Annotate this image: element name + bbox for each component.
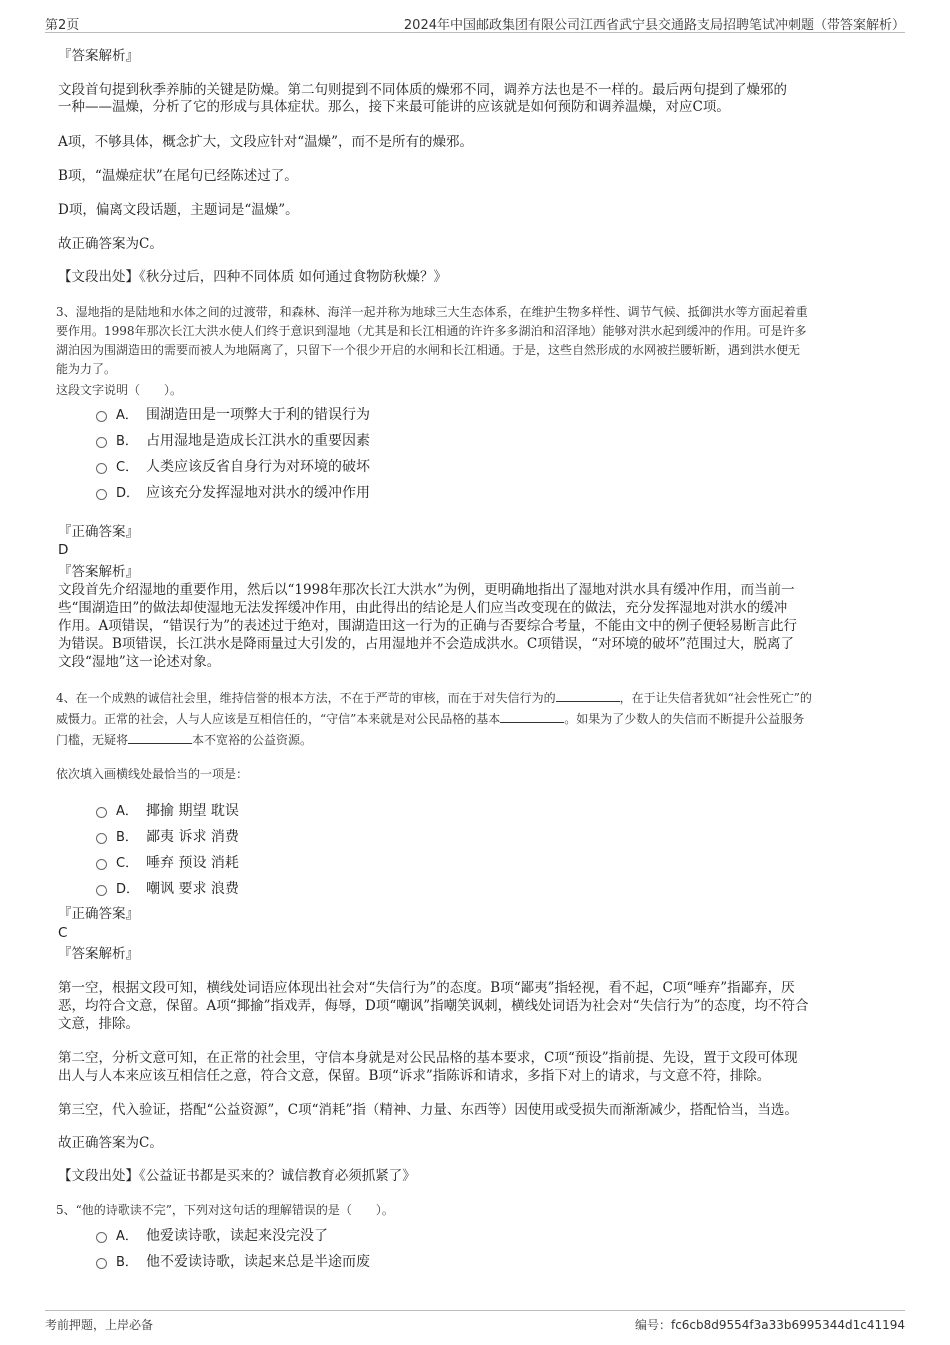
q4-answer: C	[58, 925, 68, 941]
q3-analysis-line: 文段“湿地”这一论述对象。	[58, 654, 221, 670]
q5-option-b[interactable]: B． 他不爱读诗歌，读起来总是半途而废	[96, 1251, 370, 1271]
q2-analysis-line: 文段首句提到秋季养肺的关键是防燥。第二句则提到不同体质的燥邪不同，调养方法也是不一样的。最后两句提到了燥邪的	[58, 82, 787, 98]
q4-option-d[interactable]: D． 嘲讽 要求 浪费	[96, 878, 239, 898]
q5-option-a[interactable]: A． 他爱读诗歌，读起来没完没了	[96, 1225, 328, 1245]
q3-option-c[interactable]: C． 人类应该反省自身行为对环境的破坏	[96, 456, 370, 476]
fill-blank	[500, 711, 564, 723]
q3-analysis-line: 些“围湖造田”的做法却使湿地无法发挥缓冲作用，由此得出的结论是人们应当改变现在的做法，充分发挥湿地对洪水的缓冲	[58, 600, 788, 616]
page-number: 第2页	[45, 18, 80, 33]
q3-analysis-line: 文段首先介绍湿地的重要作用，然后以“1998年那次长江大洪水”为例，更明确地指出了湿地对洪水具有缓冲作用，而当前一	[58, 582, 795, 598]
q3-stem-line: 3、湿地指的是陆地和水体之间的过渡带，和森林、海洋一起并称为地球三大生态体系，在维护生物多样性、调节气候、抵御洪水等方面起着重	[56, 305, 808, 319]
radio-icon[interactable]	[96, 859, 107, 870]
fill-blank	[128, 732, 192, 744]
fill-blank	[556, 690, 620, 702]
q3-answer-label: 『正确答案』	[58, 524, 139, 540]
q4-source: 【文段出处】《公益证书都是买来的？诚信教育必须抓紧了》	[58, 1168, 416, 1184]
q4-stem-line: 威慑力。正常的社会，人与人应该是互相信任的，“守信”本来就是对公民品格的基本 。如果为了少数人的失信而不断提升公益服务	[56, 712, 805, 726]
q4-option-a[interactable]: A． 揶揄 期望 耽误	[96, 800, 239, 820]
q3-analysis-label: 『答案解析』	[58, 564, 139, 580]
page-header	[45, 12, 905, 33]
q4-stem-line: 门槛，无疑将 本不宽裕的公益资源。	[56, 733, 313, 747]
q3-question: 这段文字说明（ ）。	[56, 383, 183, 397]
q3-stem-line: 能为力了。	[56, 362, 117, 376]
q4-option-c[interactable]: C． 唾弃 预设 消耗	[96, 852, 239, 872]
q4-answer-label: 『正确答案』	[58, 906, 139, 922]
radio-icon[interactable]	[96, 463, 107, 474]
document-id: 编号：fc6cb8d9554f3a33b6995344d1c41194	[634, 1318, 905, 1332]
q4-analysis-line: 第二空，分析文意可知，在正常的社会里，守信本身就是对公民品格的基本要求，C项“预设”指前提、先设，置于文段可体现	[58, 1050, 798, 1066]
radio-icon[interactable]	[96, 489, 107, 500]
q3-stem-line: 要作用。1998年那次长江大洪水使人们终于意识到湿地（尤其是和长江相通的许许多多湖泊和沼泽地）能够对洪水起到缓冲的作用。可是许多	[56, 324, 807, 338]
radio-icon[interactable]	[96, 885, 107, 896]
q5-stem: 5、“他的诗歌读不完”，下列对这句话的理解错误的是（ ）。	[56, 1203, 394, 1217]
radio-icon[interactable]	[96, 1258, 107, 1269]
q2-analysis-line: 一种——温燥，分析了它的形成与具体症状。那么，接下来最可能讲的应该就是如何预防和调养温燥，对应C项。	[58, 99, 730, 115]
q4-analysis-label: 『答案解析』	[58, 946, 139, 962]
q3-option-a[interactable]: A． 围湖造田是一项弊大于利的错误行为	[96, 404, 370, 424]
q3-analysis-line: 为错误。B项错误，长江洪水是降雨量过大引发的，占用湿地并不会造成洪水。C项错误，“对环境的破坏”范围过大，脱离了	[58, 636, 795, 652]
radio-icon[interactable]	[96, 807, 107, 818]
q4-analysis-line: 出人与人本来应该互相信任之意，符合文意，保留。B项“诉求”指陈诉和请求，多指下对上的请求，与文意不符，排除。	[58, 1068, 771, 1084]
radio-icon[interactable]	[96, 1232, 107, 1243]
q3-analysis-line: 作用。A项错误，“错误行为”的表述过于绝对，围湖造田这一行为的正确与否要综合考量，不能由文中的例子便轻易断言此行	[58, 618, 798, 634]
document-title: 2024年中国邮政集团有限公司江西省武宁县交通路支局招聘笔试冲刺题（带答案解析）	[403, 18, 905, 33]
q4-conclusion: 故正确答案为C。	[58, 1135, 163, 1151]
q4-option-b[interactable]: B． 鄙夷 诉求 消费	[96, 826, 239, 846]
radio-icon[interactable]	[96, 833, 107, 844]
q3-answer: D	[58, 542, 69, 558]
q2-analysis-option-a: A项，不够具体，概念扩大，文段应针对“温燥”，而不是所有的燥邪。	[58, 134, 474, 150]
q4-question: 依次填入画横线处最恰当的一项是：	[56, 767, 249, 781]
footer-slogan: 考前押题，上岸必备	[45, 1318, 154, 1332]
q4-stem-line: 4、在一个成熟的诚信社会里，维持信誉的根本方法，不在于严苛的审核，而在于对失信行为的 ，在于让失信者犹如“社会性死亡”的	[56, 691, 812, 705]
radio-icon[interactable]	[96, 411, 107, 422]
q4-analysis-line: 第三空，代入验证，搭配“公益资源”，C项“消耗”指（精神、力量、东西等）因使用或受损失而渐渐减少，搭配恰当，当选。	[58, 1102, 798, 1118]
q2-conclusion: 故正确答案为C。	[58, 236, 163, 252]
page-footer	[45, 1310, 905, 1337]
q4-analysis-line: 第一空，根据文段可知，横线处词语应体现出社会对“失信行为”的态度。B项“鄙夷”指轻视，看不起，C项“唾弃”指鄙弃，厌	[58, 980, 795, 996]
q2-analysis-option-d: D项，偏离文段话题，主题词是“温燥”。	[58, 202, 299, 218]
q4-analysis-line: 恶，均符合文意，保留。A项“揶揄”指戏弄，侮辱，D项“嘲讽”指嘲笑讽刺，横线处词语为社会对“失信行为”的态度，均不符合	[58, 998, 809, 1014]
q2-source: 【文段出处】《秋分过后，四种不同体质 如何通过食物防秋燥？》	[58, 269, 448, 285]
q3-option-b[interactable]: B． 占用湿地是造成长江洪水的重要因素	[96, 430, 370, 450]
q3-stem-line: 湖泊因为围湖造田的需要而被人为地隔离了，只留下一个很少开启的水闸和长江相通。于是，这些自然形成的水网被拦腰斩断，遇到洪水便无	[56, 343, 801, 357]
radio-icon[interactable]	[96, 437, 107, 448]
q2-analysis-option-b: B项，“温燥症状”在尾句已经陈述过了。	[58, 168, 298, 184]
q2-analysis-label: 『答案解析』	[58, 48, 139, 64]
q3-option-d[interactable]: D． 应该充分发挥湿地对洪水的缓冲作用	[96, 482, 370, 502]
q4-analysis-line: 文意，排除。	[58, 1016, 139, 1032]
